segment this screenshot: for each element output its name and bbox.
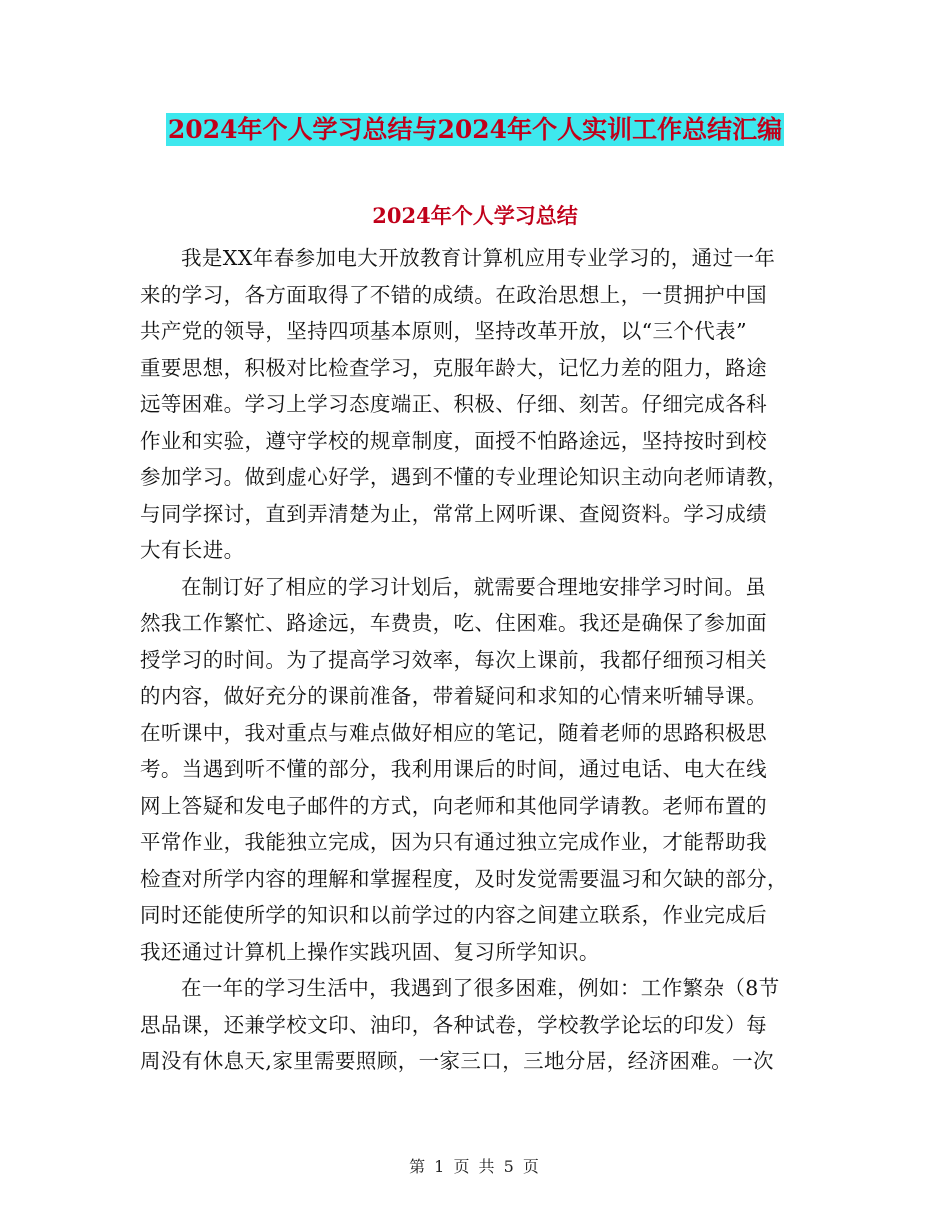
paragraph-1-line: 大有长进。: [140, 538, 245, 562]
paragraph-2-line: 网上答疑和发电子邮件的方式，向老师和其他同学请教。老师布置的: [140, 793, 767, 818]
paragraph-2-line: 的内容，做好充分的课前准备，带着疑问和求知的心情来听辅导课。: [140, 684, 767, 708]
paragraph-2-line: 授学习的时间。为了提高学习效率，每次上课前，我都仔细预习相关: [140, 647, 767, 672]
paragraph-2-line: 考。当遇到听不懂的部分，我利用课后的时间，通过电话、电大在线: [140, 757, 767, 781]
paragraph-1-line: 参加学习。做到虚心好学，遇到不懂的专业理论知识主动向老师请教，: [140, 465, 788, 489]
paragraph-2-line: 平常作业，我能独立完成，因为只有通过独立完成作业，才能帮助我: [140, 830, 767, 854]
paragraph-1-line: 远等困难。学习上学习态度端正、积极、仔细、刻苦。仔细完成各科: [140, 392, 767, 416]
paragraph-2-line: 在听课中，我对重点与难点做好相应的笔记，随着老师的思路积极思: [140, 720, 767, 745]
paragraph-3-line: 思品课，还兼学校文印、油印，各种试卷，学校教学论坛的印发）每: [140, 1012, 767, 1037]
paragraph-3-line: 在一年的学习生活中，我遇到了很多困难，例如：工作繁杂（8节: [181, 976, 780, 1000]
paragraph-1-line: 作业和实验，遵守学校的规章制度，面授不怕路途远，坚持按时到校: [140, 428, 767, 453]
paragraph-1-line: 我是XX年春参加电大开放教育计算机应用专业学习的，通过一年: [181, 246, 776, 270]
paragraph-1-line: 与同学探讨，直到弄清楚为止，常常上网听课、查阅资料。学习成绩: [140, 501, 767, 526]
paragraph-1-line: 来的学习，各方面取得了不错的成绩。在政治思想上，一贯拥护中国: [140, 282, 767, 307]
paragraph-2-line: 在制订好了相应的学习计划后，就需要合理地安排学习时间。虽: [181, 574, 767, 599]
page-footer: 第 1 页 共 5 页: [409, 1157, 541, 1176]
paragraph-1-line: 共产党的领导，坚持四项基本原则，坚持改革开放，以“三个代表”: [140, 319, 747, 343]
paragraph-2-line: 然我工作繁忙、路途远，车费贵，吃、住困难。我还是确保了参加面: [140, 611, 767, 635]
paragraph-2-line: 检查对所学内容的理解和掌握程度，及时发觉需要温习和欠缺的部分，: [140, 866, 788, 891]
paragraph-2-line: 同时还能使所学的知识和以前学过的内容之间建立联系，作业完成后: [140, 903, 767, 927]
paragraph-3-line: 周没有休息天,家里需要照顾，一家三口，三地分居，经济困难。一次: [140, 1049, 774, 1073]
paragraph-2-line: 我还通过计算机上操作实践巩固、复习所学知识。: [140, 939, 600, 964]
section-heading: 2024年个人学习总结: [372, 203, 578, 228]
document-title-text: 2024年个人学习总结与2024年个人实训工作总结汇编: [167, 115, 783, 144]
document-title: [0, 112, 950, 148]
paragraph-1-line: 重要思想，积极对比检查学习，克服年龄大，记忆力差的阻力，路途: [140, 355, 767, 380]
